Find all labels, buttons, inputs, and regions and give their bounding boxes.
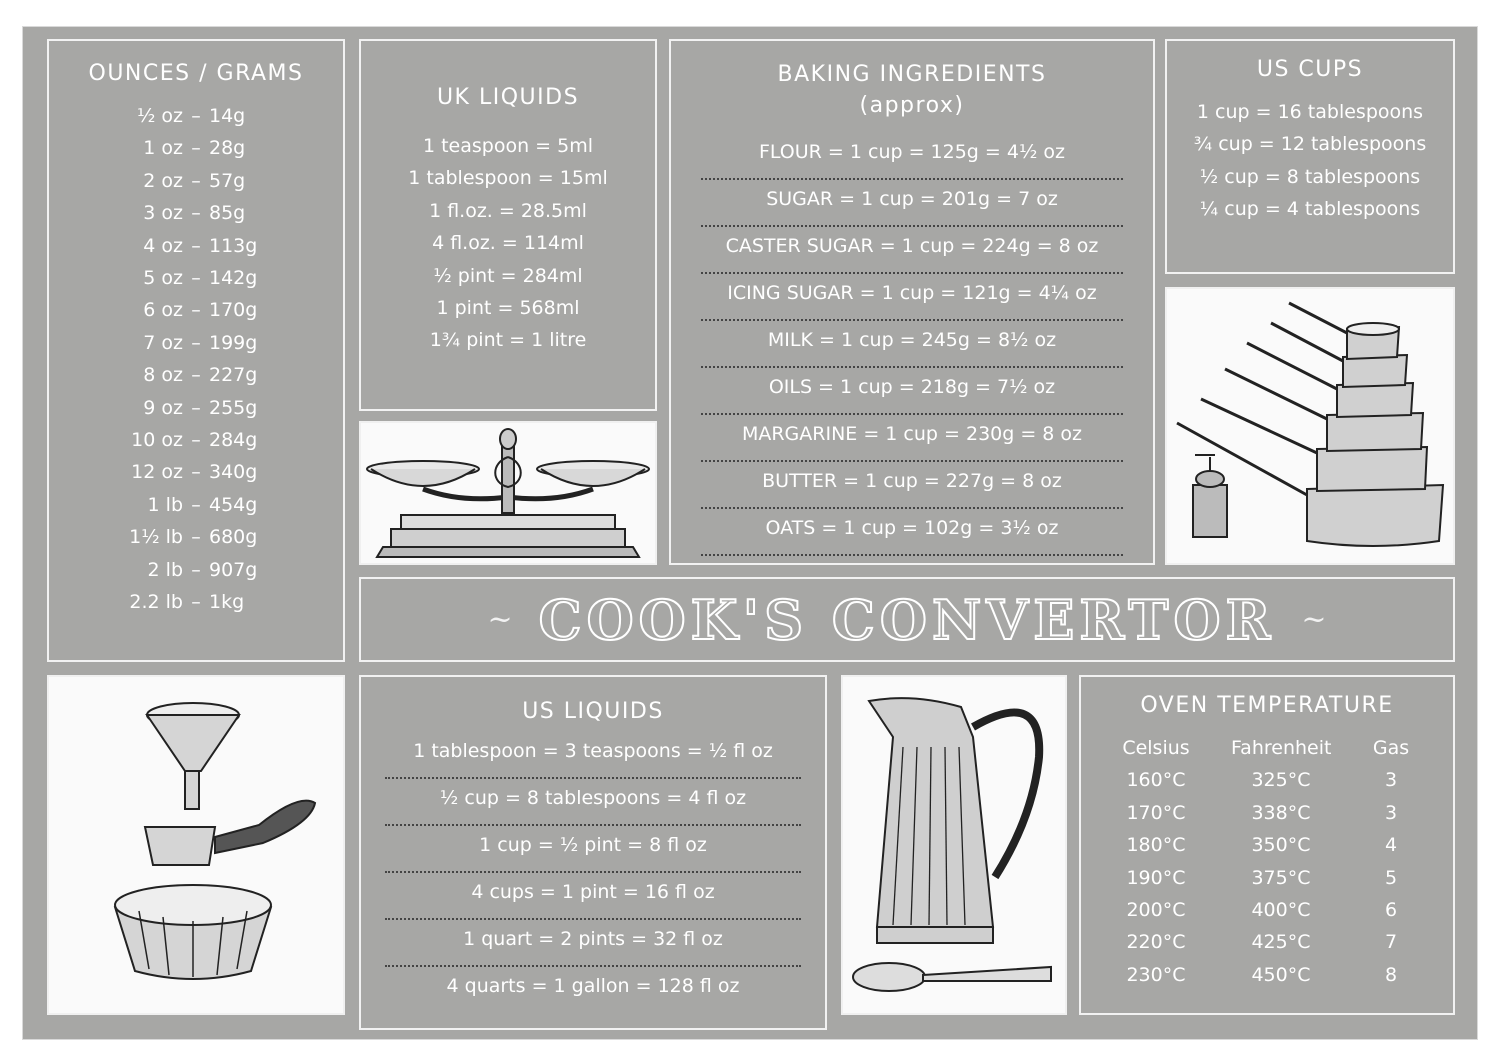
oz-value: 3 oz: [143, 202, 183, 225]
us-liquid-row: ½ cup = 8 tablespoons = 4 fl oz: [385, 779, 801, 826]
oven-header-gas: Gas: [1372, 737, 1410, 759]
oven-row: [1081, 959, 1453, 991]
oz-row: [49, 294, 343, 326]
oz-value: ½ oz: [136, 105, 183, 127]
oven-table: [1081, 732, 1453, 991]
gram-value: 454g: [209, 493, 258, 516]
us-cups-row: ½ cup = 8 tablespoons: [1199, 165, 1421, 188]
balance-scale-icon: [361, 423, 655, 563]
baking-title-text: BAKING INGREDIENTS: [777, 62, 1047, 87]
oven-title: OVEN TEMPERATURE: [1140, 693, 1394, 718]
us-liquids-rows: [361, 732, 825, 1012]
gram-value: 113g: [209, 234, 258, 257]
gram-value: 680g: [209, 526, 258, 549]
oz-value: 5 oz: [143, 267, 183, 290]
oz-row: [49, 100, 343, 132]
uk-liquid-row: 4 fl.oz. = 114ml: [432, 232, 584, 255]
oz-value: 2.2 lb: [129, 591, 183, 614]
oz-dash: –: [191, 299, 201, 322]
baking-row: BUTTER = 1 cup = 227g = 8 oz: [701, 462, 1123, 509]
uk-liquid-row: 1 tablespoon = 15ml: [408, 167, 608, 190]
oz-row: [49, 586, 343, 618]
baking-row: OATS = 1 cup = 102g = 3½ oz: [701, 509, 1123, 556]
oven-header-fahrenheit: Fahrenheit: [1231, 737, 1332, 759]
us-cups-row: 1 cup = 16 tablespoons: [1196, 101, 1424, 123]
oz-row: [49, 197, 343, 229]
oz-row: [49, 521, 343, 553]
oz-row: [49, 424, 343, 456]
us-cups-rows: [1167, 96, 1453, 226]
baking-rows: [671, 133, 1153, 556]
oz-dash: –: [191, 396, 201, 419]
oven-fahrenheit: 375°C: [1251, 866, 1311, 889]
oz-value: 4 oz: [143, 234, 183, 257]
oz-dash: –: [191, 461, 201, 484]
oz-row: [49, 165, 343, 197]
gram-value: 14g: [209, 105, 246, 127]
us-liquid-row: 4 cups = 1 pint = 16 fl oz: [385, 873, 801, 920]
banner-title: COOK'S CONVERTOR: [538, 587, 1276, 652]
oz-row: [49, 554, 343, 586]
oz-row: [49, 456, 343, 488]
baking-row: CASTER SUGAR = 1 cup = 224g = 8 oz: [701, 227, 1123, 274]
us-liquids-title: US LIQUIDS: [522, 699, 664, 724]
uk-liquids-panel: [359, 39, 657, 411]
oz-dash: –: [191, 137, 201, 160]
balance-scale-illustration: [359, 421, 657, 565]
uk-liquid-row: 1¾ pint = 1 litre: [429, 329, 587, 352]
us-liquid-row: 1 tablespoon = 3 teaspoons = ½ fl oz: [385, 732, 801, 779]
oz-value: 2 lb: [147, 558, 183, 581]
oz-value: 1 lb: [147, 493, 183, 516]
uk-liquid-row: 1 pint = 568ml: [436, 297, 580, 320]
oz-row: [49, 132, 343, 164]
oven-fahrenheit: 350°C: [1251, 834, 1311, 857]
us-cups-row: ¾ cup = 12 tablespoons: [1193, 133, 1427, 156]
saucepans-illustration: [1165, 287, 1455, 565]
oven-celsius: 200°C: [1126, 899, 1186, 922]
oz-value: 6 oz: [143, 299, 183, 322]
ounces-grams-panel: [47, 39, 345, 662]
uk-liquid-row: 1 fl.oz. = 28.5ml: [429, 199, 587, 222]
oz-dash: –: [191, 429, 201, 452]
oven-gas: 3: [1384, 769, 1398, 792]
jug-and-spoon-illustration: [841, 675, 1067, 1015]
us-liquids-panel: [359, 675, 827, 1030]
oz-dash: –: [191, 493, 201, 516]
baking-title: [671, 59, 1153, 121]
oven-row: [1081, 829, 1453, 861]
oven-row: [1081, 764, 1453, 796]
oz-value: 7 oz: [143, 331, 183, 354]
oven-gas: 3: [1384, 801, 1398, 824]
oz-row: [49, 262, 343, 294]
us-cups-panel: [1165, 39, 1455, 274]
oz-value: 1 oz: [143, 137, 183, 160]
us-cups-row: ¼ cup = 4 tablespoons: [1199, 198, 1421, 221]
oven-row: [1081, 862, 1453, 894]
oven-celsius: 230°C: [1126, 963, 1186, 986]
oven-gas: 5: [1384, 866, 1398, 889]
us-cups-title: US CUPS: [1256, 57, 1364, 82]
baking-row: SUGAR = 1 cup = 201g = 7 oz: [701, 180, 1123, 227]
oven-fahrenheit: 450°C: [1251, 963, 1311, 986]
baking-ingredients-panel: [669, 39, 1155, 565]
oven-celsius: 180°C: [1126, 834, 1186, 857]
gram-value: 1kg: [209, 591, 245, 614]
uk-liquid-row: ½ pint = 284ml: [433, 264, 583, 287]
oven-row: [1081, 797, 1453, 829]
oz-dash: –: [191, 105, 201, 127]
oven-celsius: 220°C: [1126, 931, 1186, 954]
saucepan-stack-icon: [1167, 289, 1453, 563]
oz-value: 2 oz: [143, 169, 183, 192]
uk-liquid-row: 1 teaspoon = 5ml: [422, 135, 594, 157]
oven-fahrenheit: 400°C: [1251, 899, 1311, 922]
oz-dash: –: [191, 267, 201, 290]
us-liquid-row: 1 cup = ½ pint = 8 fl oz: [385, 826, 801, 873]
us-liquid-row: 1 quart = 2 pints = 32 fl oz: [385, 920, 801, 967]
uk-liquids-rows: [361, 130, 655, 357]
oven-temperature-panel: [1079, 675, 1455, 1015]
baking-row: MARGARINE = 1 cup = 230g = 8 oz: [701, 415, 1123, 462]
oz-dash: –: [191, 234, 201, 257]
gram-value: 57g: [209, 169, 246, 192]
oz-row: [49, 359, 343, 391]
baking-row: MILK = 1 cup = 245g = 8½ oz: [701, 321, 1123, 368]
oz-dash: –: [191, 202, 201, 225]
gram-value: 85g: [209, 202, 246, 225]
oz-value: 12 oz: [131, 461, 183, 484]
baking-row: ICING SUGAR = 1 cup = 121g = 4¼ oz: [701, 274, 1123, 321]
baking-row: OILS = 1 cup = 218g = 7½ oz: [701, 368, 1123, 415]
uk-liquids-title: UK LIQUIDS: [436, 85, 580, 110]
banner-tilde-left: ~: [487, 602, 513, 637]
oz-row: [49, 392, 343, 424]
gram-value: 340g: [209, 461, 258, 484]
oven-celsius: 170°C: [1126, 801, 1186, 824]
oz-row: [49, 489, 343, 521]
oven-header-row: [1081, 732, 1453, 764]
gram-value: 28g: [209, 137, 246, 160]
oven-gas: 6: [1384, 899, 1398, 922]
gram-value: 284g: [209, 429, 258, 452]
oz-value: 8 oz: [143, 364, 183, 387]
oz-row: [49, 327, 343, 359]
oven-fahrenheit: 425°C: [1251, 931, 1311, 954]
oven-header-celsius: Celsius: [1122, 737, 1190, 759]
oven-gas: 7: [1384, 931, 1398, 954]
ounces-grams-rows: [49, 100, 343, 619]
funnel-icon: [49, 677, 343, 1013]
oz-dash: –: [191, 558, 201, 581]
oven-rows: [1081, 764, 1453, 991]
oz-dash: –: [191, 169, 201, 192]
oz-value: 10 oz: [131, 429, 183, 452]
title-banner: [359, 577, 1455, 662]
gram-value: 142g: [209, 267, 258, 290]
funnel-and-tins-illustration: [47, 675, 345, 1015]
oz-row: [49, 230, 343, 262]
gram-value: 907g: [209, 558, 258, 581]
oz-dash: –: [191, 364, 201, 387]
jug-icon: [843, 677, 1065, 1013]
oven-fahrenheit: 325°C: [1251, 769, 1311, 792]
gram-value: 170g: [209, 299, 258, 322]
oven-row: [1081, 894, 1453, 926]
oven-fahrenheit: 338°C: [1251, 801, 1311, 824]
gram-value: 255g: [209, 396, 258, 419]
banner-tilde-right: ~: [1301, 602, 1327, 637]
oz-dash: –: [191, 526, 201, 549]
oven-gas: 4: [1384, 834, 1398, 857]
oven-celsius: 190°C: [1126, 866, 1186, 889]
oz-dash: –: [191, 331, 201, 354]
ounces-grams-title: OUNCES / GRAMS: [88, 61, 304, 86]
oven-gas: 8: [1384, 963, 1398, 986]
oz-value: 9 oz: [143, 396, 183, 419]
baking-subtitle: (approx): [859, 93, 965, 118]
baking-row: FLOUR = 1 cup = 125g = 4½ oz: [701, 133, 1123, 180]
gram-value: 199g: [209, 331, 258, 354]
cutting-board: [22, 26, 1478, 1040]
oven-celsius: 160°C: [1126, 769, 1186, 792]
oz-value: 1½ lb: [129, 526, 183, 549]
oz-dash: –: [191, 591, 201, 614]
gram-value: 227g: [209, 364, 258, 387]
us-liquid-row: 4 quarts = 1 gallon = 128 fl oz: [446, 975, 740, 997]
oven-row: [1081, 926, 1453, 958]
